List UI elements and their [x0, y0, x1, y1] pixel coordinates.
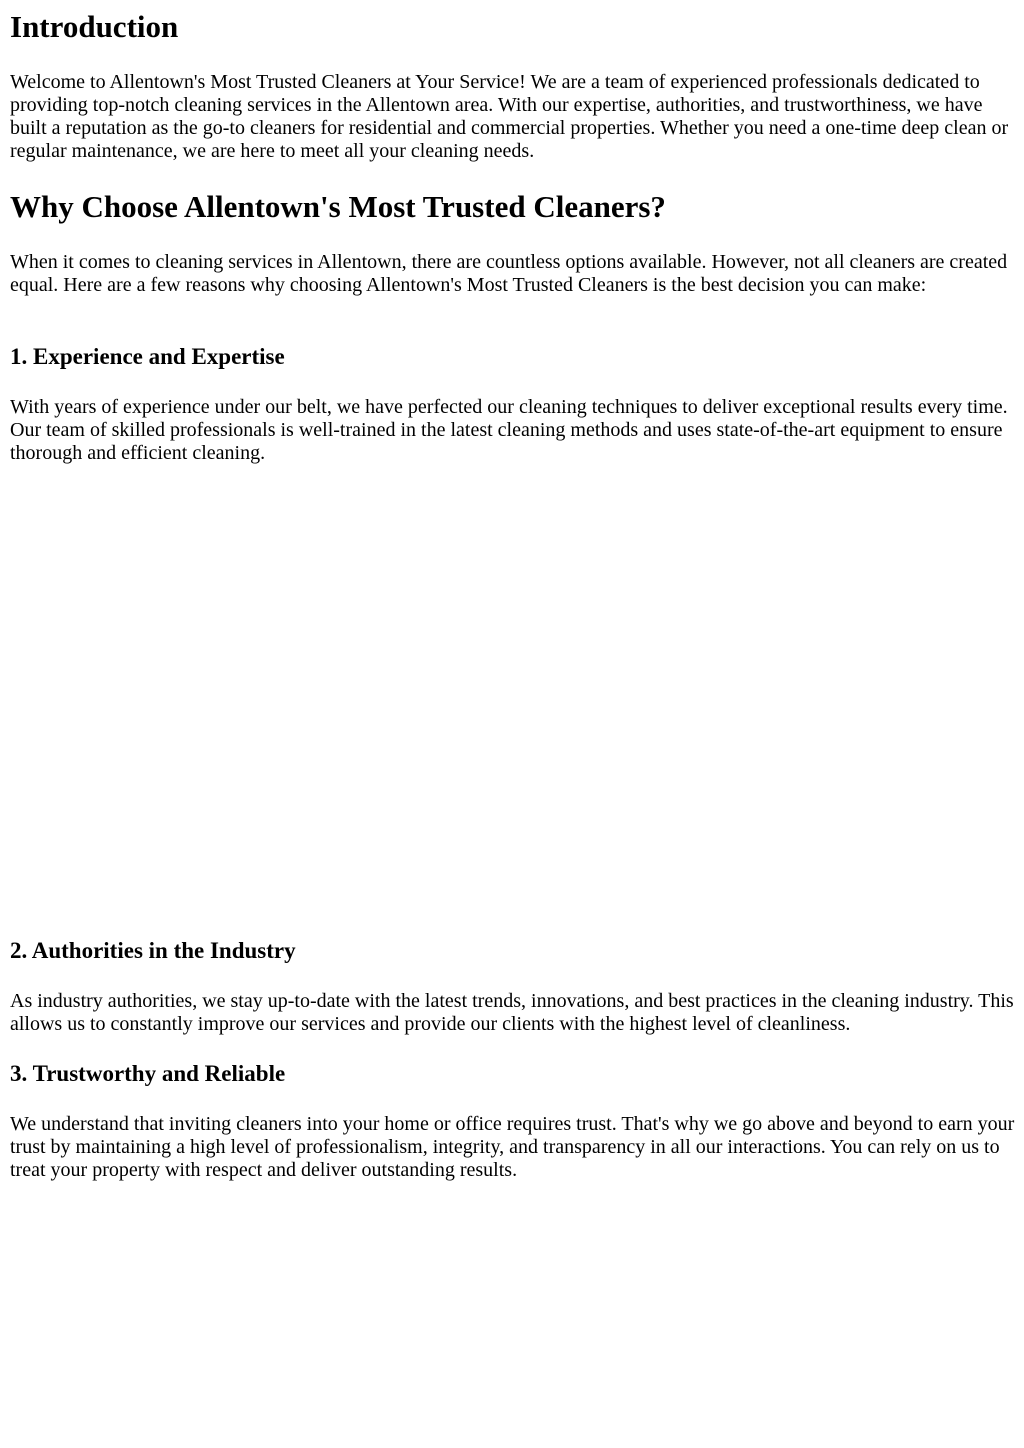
why-choose-heading: Why Choose Allentown's Most Trusted Cleaners?	[10, 189, 666, 224]
section-authorities-paragraph: As industry authorities, we stay up-to-date with the latest trends, innovations, and best practices in the cleaning industry. This allows us to constantly improve our services and provide our clients with the highest level of cleanliness.	[10, 990, 1014, 1035]
section-trustworthy-heading: 3. Trustworthy and Reliable	[10, 1061, 286, 1086]
section-authorities-heading: 2. Authorities in the Industry	[10, 938, 296, 963]
introduction-paragraph: Welcome to Allentown's Most Trusted Cleaners at Your Service! We are a team of experienced professionals dedicated to providing top-notch cleaning services in the Allentown area. With our expertise, authorities, and trustworthiness, we have built a reputation as the go-to cleaners for residential and commercial properties. Whether you need a one-time deep clean or regular maintenance, we are here to meet all your cleaning needs.	[10, 71, 1009, 162]
why-choose-paragraph: When it comes to cleaning services in Allentown, there are countless options available. However, not all cleaners are created equal. Here are a few reasons why choosing Allentown's Most Trusted Cleaners is the best decision you can make:	[10, 251, 1008, 296]
introduction-heading: Introduction	[10, 9, 179, 44]
section-experience-paragraph: With years of experience under our belt, we have perfected our cleaning techniques to deliver exceptional results every time. Our team of skilled professionals is well-trained in the latest cleaning methods and uses state-of-the-art equipment to ensure thorough and efficient cleaning.	[10, 396, 1008, 464]
section-trustworthy-paragraph: We understand that inviting cleaners into your home or office requires trust. That's why we go above and beyond to earn your trust by maintaining a high level of professionalism, integrity, and transparency in all our interactions. You can rely on us to treat your property with respect and deliver outstanding results.	[10, 1113, 1015, 1181]
section-experience-heading: 1. Experience and Expertise	[10, 344, 285, 369]
